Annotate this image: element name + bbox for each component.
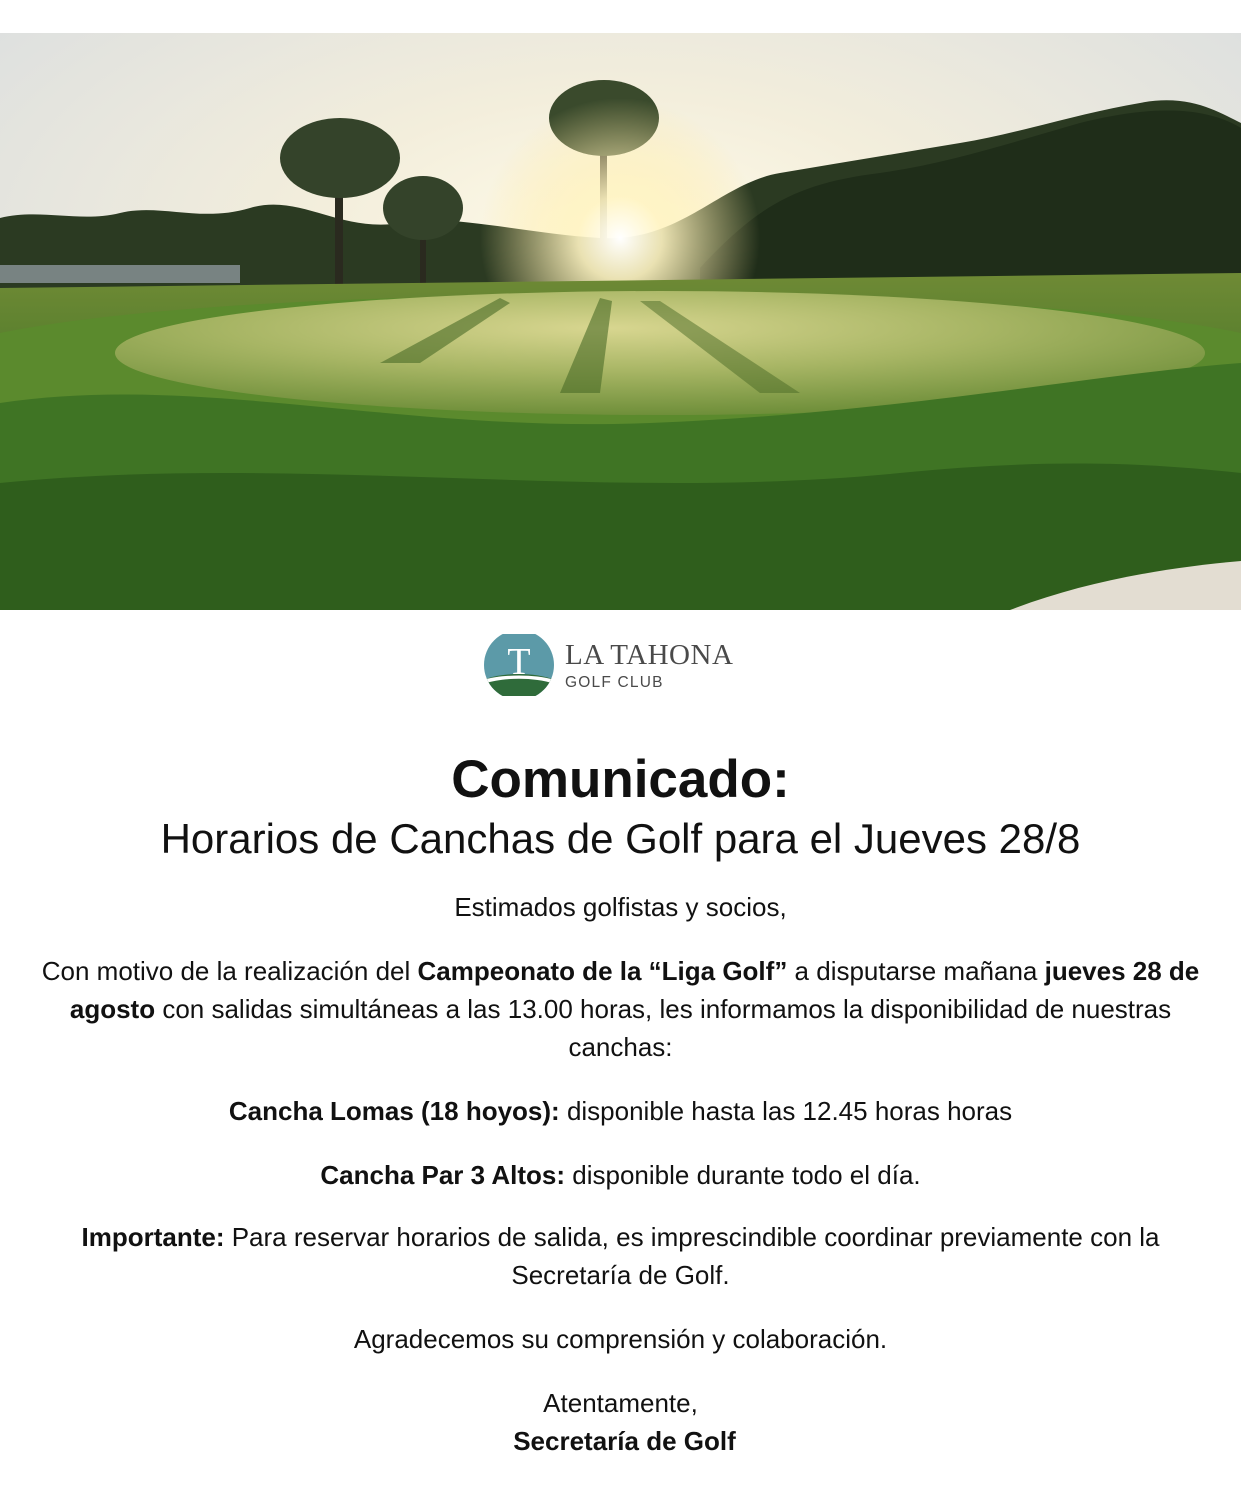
intro-text-3: con salidas simultáneas a las 13.00 horas, les informamos la disponibilidad de nuestras canchas:	[155, 994, 1172, 1062]
intro-paragraph	[40, 952, 1201, 1066]
club-logo	[483, 634, 783, 696]
course-lomas	[40, 1092, 1201, 1130]
important-note	[40, 1218, 1201, 1294]
club-logo-icon	[483, 634, 555, 696]
important-text: Para reservar horarios de salida, es imprescindible coordinar previamente con la Secretaría de Golf.	[224, 1222, 1160, 1290]
closing: Atentamente,	[543, 1388, 698, 1418]
greeting: Estimados golfistas y socios,	[454, 892, 787, 922]
announcement-subtitle: Horarios de Canchas de Golf para el Jueves 28/8	[160, 815, 1081, 862]
hero-photo	[0, 33, 1241, 610]
announcement-title: Comunicado:	[451, 750, 790, 809]
course-par3-label: Cancha Par 3 Altos:	[320, 1160, 566, 1190]
course-par3	[40, 1156, 1201, 1194]
signature: Secretaría de Golf	[513, 1426, 736, 1456]
intro-date: jueves 28 de agosto	[69, 956, 1200, 1024]
intro-text-2: a disputarse mañana	[787, 956, 1045, 986]
intro-championship: Campeonato de la “Liga Golf”	[417, 956, 788, 986]
course-lomas-label: Cancha Lomas (18 hoyos):	[228, 1096, 560, 1126]
club-subtitle: GOLF CLUB	[565, 674, 664, 691]
course-lomas-text: disponible hasta las 12.45 horas horas	[559, 1096, 1013, 1126]
intro-text-1: Con motivo de la realización del	[41, 956, 418, 986]
course-par3-text: disponible durante todo el día.	[565, 1160, 921, 1190]
thanks: Agradecemos su comprensión y colaboración.	[353, 1324, 888, 1354]
golf-course-sunset-photo	[0, 33, 1241, 610]
important-label: Importante:	[81, 1222, 225, 1252]
club-name: LA TAHONA	[565, 639, 734, 671]
announcement	[40, 748, 1201, 1460]
svg-text:T: T	[507, 641, 531, 683]
